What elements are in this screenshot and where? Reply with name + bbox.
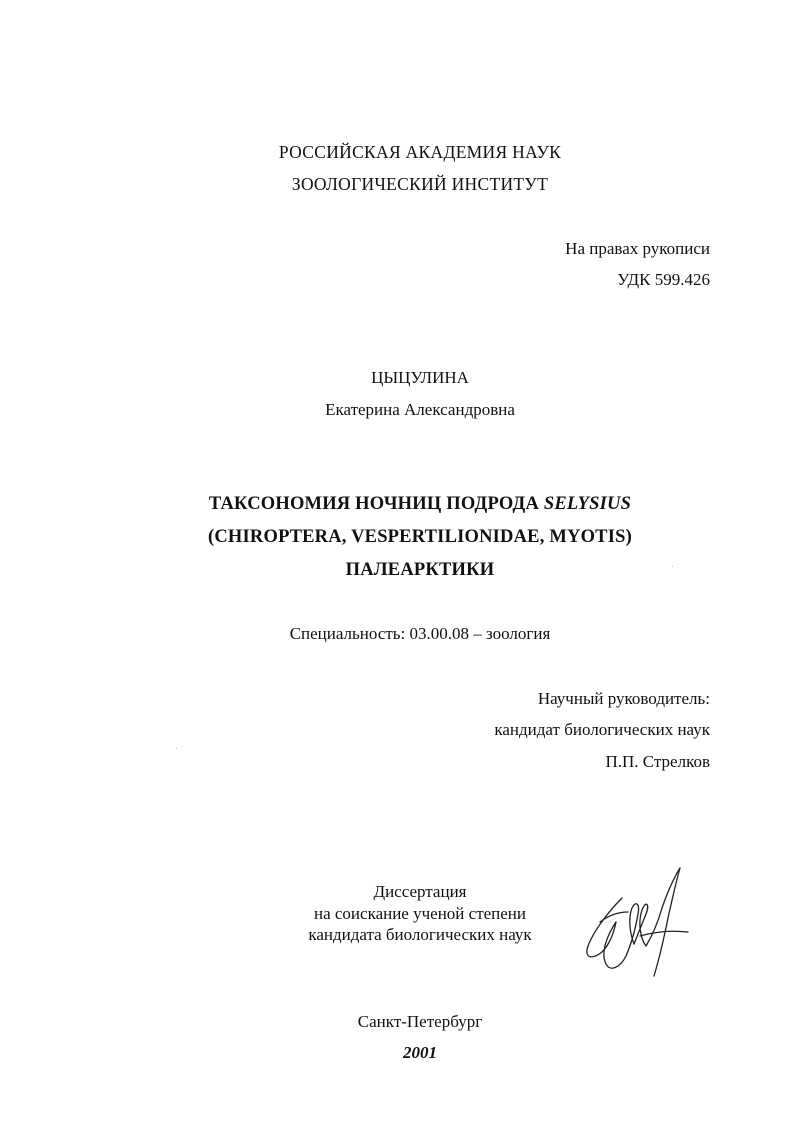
signature-drawing xyxy=(580,860,695,985)
thesis-title-line-2: (CHIROPTERA, VESPERTILIONIDAE, MYOTIS) xyxy=(208,527,632,547)
author-surname: ЦЫЦУЛИНА xyxy=(371,368,469,387)
thesis-title-line-3: ПАЛЕАРКТИКИ xyxy=(345,560,495,580)
thesis-title-line-1 xyxy=(120,494,720,514)
dissertation-label: Диссертация xyxy=(373,882,467,901)
supervisor-degree: кандидат биологических наук xyxy=(494,720,710,739)
udc-code: УДК 599.426 xyxy=(617,270,710,289)
scan-speck xyxy=(672,566,673,567)
academy-name: РОССИЙСКАЯ АКАДЕМИЯ НАУК xyxy=(278,142,562,162)
supervisor-name: П.П. Стрелков xyxy=(605,752,710,771)
specialty: Специальность: 03.00.08 – зоология xyxy=(289,624,551,643)
manuscript-rights: На правах рукописи xyxy=(565,239,710,258)
title-genus: SELYSIUS xyxy=(543,494,632,514)
supervisor-heading: Научный руководитель: xyxy=(537,689,710,708)
title-prefix: ТАКСОНОМИЯ НОЧНИЦ ПОДРОДА xyxy=(208,494,544,514)
author-name: Екатерина Александровна xyxy=(325,400,515,419)
dissertation-purpose: на соискание ученой степени xyxy=(313,904,527,923)
city: Санкт-Петербург xyxy=(357,1012,483,1031)
scan-speck xyxy=(176,748,177,749)
dissertation-degree: кандидата биологических наук xyxy=(308,925,532,944)
institute-name: ЗООЛОГИЧЕСКИЙ ИНСТИТУТ xyxy=(291,174,549,194)
year: 2001 xyxy=(403,1043,437,1062)
